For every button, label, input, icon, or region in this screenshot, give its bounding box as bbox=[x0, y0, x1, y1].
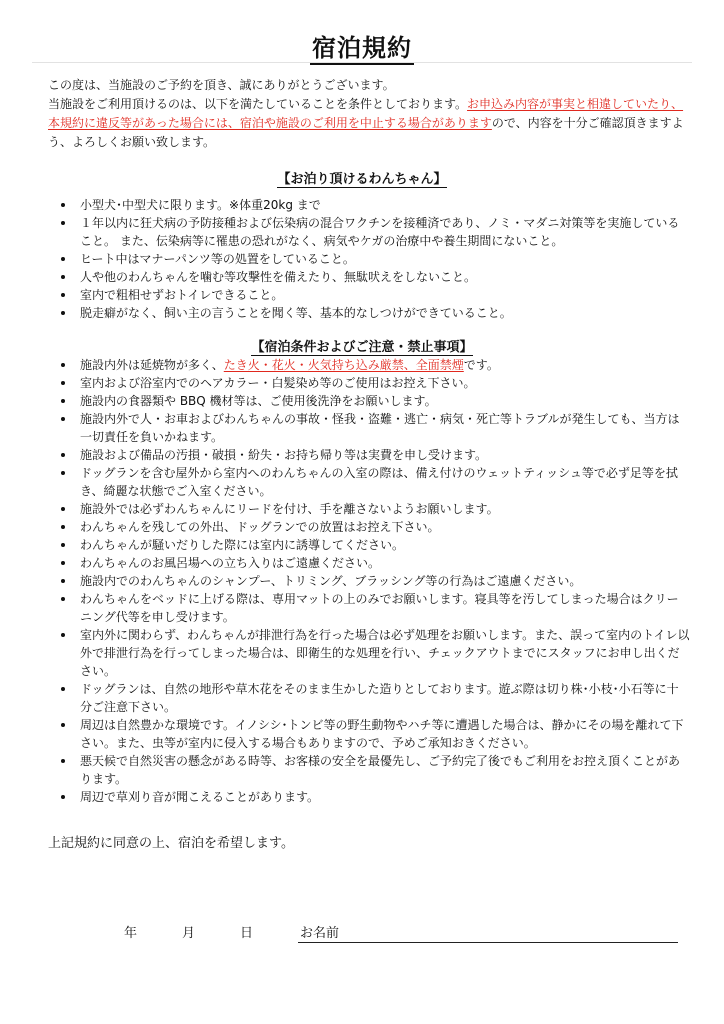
month-label: 月 bbox=[182, 926, 196, 941]
list-item: １年以内に狂犬病の予防接種および伝染病の混合ワクチンを接種済であり、ノミ・マダニ対策等を実施していること。 また、伝染病等に罹患の恐れがなく、病気やケガの治療中や養生期間にないこと。 bbox=[58, 214, 690, 250]
list-item: 施設内でのわんちゃんのシャンプー、トリミング、ブラッシング等の行為はご遠慮ください。 bbox=[58, 572, 690, 590]
list-item: わんちゃんのお風呂場への立ち入りはご遠慮ください。 bbox=[58, 554, 690, 572]
agreement-statement: 上記規約に同意の上、宿泊を希望します。 bbox=[48, 836, 294, 851]
list-item: 人や他のわんちゃんを噛む等攻撃性を備えたり、無駄吠えをしないこと。 bbox=[58, 268, 690, 286]
list-item: 小型犬･中型犬に限ります。※体重20kg まで bbox=[58, 196, 690, 214]
list-item: 脱走癖がなく、飼い主の言うことを聞く等、基本的なしつけができていること。 bbox=[58, 304, 690, 322]
page-title: 宿泊規約 bbox=[0, 28, 724, 63]
list-item: 施設および備品の汚損・破損・紛失・お持ち帰り等は実費を申し受けます。 bbox=[58, 446, 690, 464]
list-item: 室内で粗相せずおトイレできること。 bbox=[58, 286, 690, 304]
list-item: 周辺で草刈り音が聞こえることがあります。 bbox=[58, 788, 690, 806]
list-item: 施設外では必ずわんちゃんにリードを付け、手を離さないようお願いします。 bbox=[58, 500, 690, 518]
list-item: ヒート中はマナーパンツ等の処置をしていること。 bbox=[58, 250, 690, 268]
list-item: 施設内外は延焼物が多く、たき火・花火・火気持ち込み厳禁、全面禁煙です。 bbox=[58, 356, 690, 374]
list-item: わんちゃんを残しての外出、ドッグランでの放置はお控え下さい。 bbox=[58, 518, 690, 536]
fire-prohibition-text: たき火・花火・火気持ち込み厳禁、全面禁煙 bbox=[223, 358, 464, 372]
list-item: ドッグランを含む屋外から室内へのわんちゃんの入室の際は、備え付けのウェットティッシュ等で必ず足等を拭き、綺麗な状態でご入室ください。 bbox=[58, 464, 690, 500]
conditions-list bbox=[58, 356, 690, 806]
warning-text: お申込み内容が事実と相違していたり、本規約に違反等があった場合には、宿泊や施設のご利用を中止する場合があります bbox=[48, 97, 684, 130]
list-item: 周辺は自然豊かな環境です。イノシシ･トンビ等の野生動物やハチ等に遭遇した場合は、静かにその場を離れて下さい。また、虫等が室内に侵入する場合もありますので、予めご承知おきください。 bbox=[58, 716, 690, 752]
title-divider bbox=[32, 62, 692, 63]
list-item: 施設内の食器類や BBQ 機材等は、ご使用後洗浄をお願いします。 bbox=[58, 392, 690, 410]
section-heading-eligible-dogs: 【お泊り頂けるわんちゃん】 bbox=[277, 172, 447, 187]
intro-paragraph: この度は、当施設のご予約を頂き、誠にありがとうございます。 当施設をご利用頂けるのは、以下を満たしていることを条件としております。お申込み内容が事実と相違していたり、本規約に違反等があった場合には、宿泊や施設のご利用を中止する場合がありますので、内容を十分ご確認頂きますよう、よろしくお願い致します。 bbox=[48, 78, 684, 149]
list-item: 悪天候で自然災害の懸念がある時等、お客様の安全を最優先し、ご予約完了後でもご利用をお控え頂くことがあります。 bbox=[58, 752, 690, 788]
name-signature-line[interactable] bbox=[298, 942, 678, 943]
year-label: 年 bbox=[124, 926, 138, 941]
list-item: 室内および浴室内でのヘアカラー・白髪染め等のご使用はお控え下さい。 bbox=[58, 374, 690, 392]
day-label: 日 bbox=[240, 926, 254, 941]
list-item: わんちゃんをベッドに上げる際は、専用マットの上のみでお願いします。寝具等を汚してしまった場合はクリーニング代等を申し受けます。 bbox=[58, 590, 690, 626]
list-item: 施設内外で人・お車およびわんちゃんの事故・怪我・盗難・逃亡・病気・死亡等トラブルが発生しても、当方は一切責任を負いかねます。 bbox=[58, 410, 690, 446]
name-label: お名前 bbox=[300, 926, 340, 941]
eligible-dogs-list bbox=[58, 196, 690, 322]
list-item: 室内外に関わらず、わんちゃんが排泄行為を行った場合は必ず処理をお願いします。また、誤って室内のトイレ以外で排泄行為を行ってしまった場合は、即衛生的な処理を行い、チェックアウトまでにスタッフにお申し出ください。 bbox=[58, 626, 690, 680]
list-item: ドッグランは、自然の地形や草木花をそのまま生かした造りとしております。遊ぶ際は切り株･小枝･小石等に十分ご注意下さい。 bbox=[58, 680, 690, 716]
section-heading-conditions: 【宿泊条件およびご注意・禁止事項】 bbox=[251, 340, 473, 355]
list-item: わんちゃんが騒いだりした際には室内に誘導してください。 bbox=[58, 536, 690, 554]
